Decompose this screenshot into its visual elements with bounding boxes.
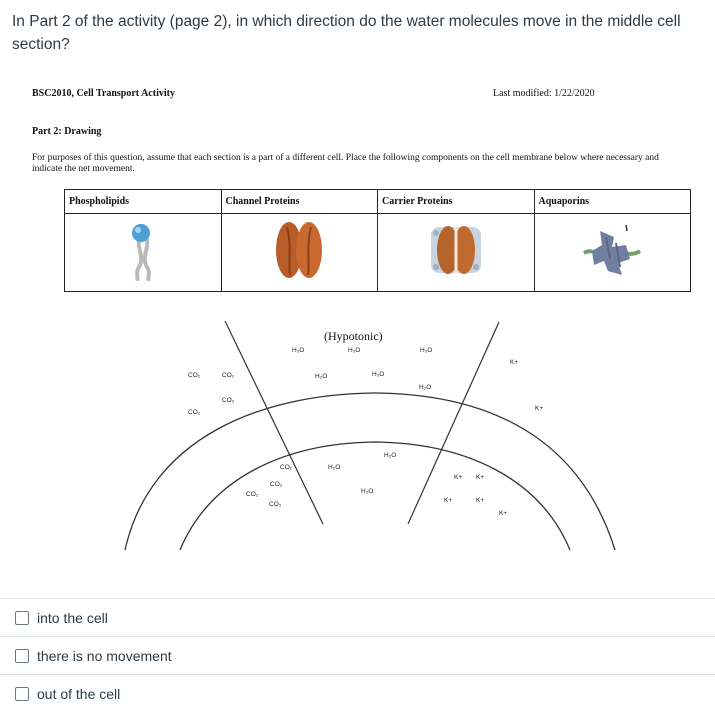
co2-label: CO₂ <box>270 481 283 488</box>
water-label: H₂O <box>384 452 397 459</box>
option-out-of-the-cell[interactable] <box>0 674 715 712</box>
water-label: H₂O <box>292 347 305 354</box>
left-divider-line <box>225 321 323 524</box>
water-label: H₂O <box>315 373 328 380</box>
outer-membrane-arc <box>125 393 615 550</box>
checkbox[interactable] <box>15 611 29 625</box>
worksheet-part-title: Part 2: Drawing <box>32 126 102 137</box>
checkbox[interactable] <box>15 649 29 663</box>
worksheet-last-modified: Last modified: 1/22/2020 <box>493 88 595 99</box>
potassium-label: K+ <box>454 474 463 481</box>
option-into-the-cell[interactable] <box>0 598 715 636</box>
co2-label: CO₂ <box>269 501 282 508</box>
aquaporin-icon <box>582 219 642 281</box>
carrier-protein-icon <box>428 219 484 281</box>
channel-protein-icon <box>274 219 324 281</box>
question-text: In Part 2 of the activity (page 2), in which direction do the water molecules move in the middle cell section? <box>12 13 681 53</box>
header-phospholipids: Phospholipids <box>65 190 222 214</box>
water-label: H₂O <box>328 464 341 471</box>
water-label: H₂O <box>361 488 374 495</box>
checkbox[interactable] <box>15 687 29 701</box>
membrane-components-table <box>64 189 691 292</box>
potassium-label: K+ <box>444 497 453 504</box>
co2-label: CO₂ <box>188 409 201 416</box>
header-aquaporins: Aquaporins <box>534 190 691 214</box>
phospholipid-icon <box>123 219 163 281</box>
inner-membrane-arc <box>180 442 570 550</box>
option-there-is-no-movement[interactable] <box>0 636 715 674</box>
co2-label: CO₂ <box>188 372 201 379</box>
option-label[interactable]: out of the cell <box>37 685 121 702</box>
potassium-label: K+ <box>510 359 519 366</box>
cell-aquaporin <box>534 214 691 292</box>
co2-label: CO₂ <box>246 491 259 498</box>
cell-carrier-protein <box>378 214 535 292</box>
hypotonic-label: (Hypotonic) <box>324 329 383 343</box>
co2-label: CO₂ <box>280 464 293 471</box>
potassium-label: K+ <box>535 405 544 412</box>
cell-membrane-diagram <box>110 318 630 558</box>
cell-phospholipid <box>65 214 222 292</box>
worksheet-instructions: For purposes of this question, assume that each section is a part of a different cell. Place the following components on the cell membrane below where necessary and indicate the net movement. <box>32 153 659 174</box>
header-channel-proteins: Channel Proteins <box>221 190 378 214</box>
potassium-label: K+ <box>476 497 485 504</box>
co2-label: CO₂ <box>222 397 235 404</box>
potassium-label: K+ <box>499 510 508 517</box>
water-label: H₂O <box>420 347 433 354</box>
option-label[interactable]: there is no movement <box>37 647 172 664</box>
potassium-label: K+ <box>476 474 485 481</box>
option-label[interactable]: into the cell <box>37 609 108 626</box>
water-label: H₂O <box>419 384 432 391</box>
answer-options <box>0 598 715 712</box>
water-label: H₂O <box>372 371 385 378</box>
header-carrier-proteins: Carrier Proteins <box>378 190 535 214</box>
worksheet-course-title: BSC2010, Cell Transport Activity <box>32 88 175 99</box>
cell-channel-protein <box>221 214 378 292</box>
co2-label: CO₂ <box>222 372 235 379</box>
water-label: H₂O <box>348 347 361 354</box>
